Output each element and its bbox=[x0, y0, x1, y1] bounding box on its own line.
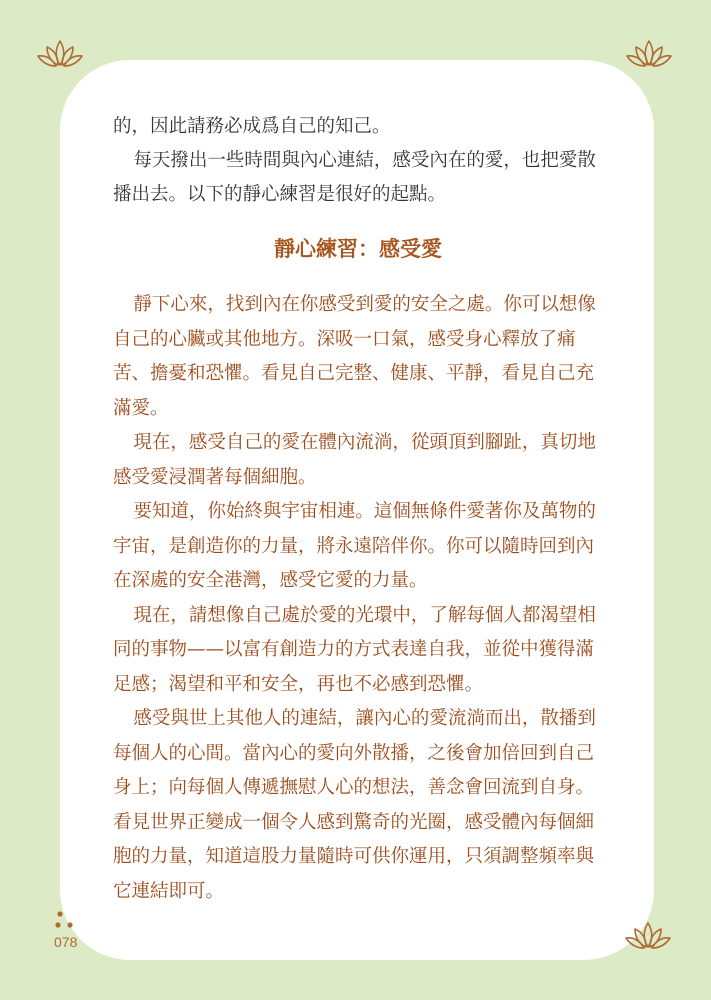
exercise-paragraph: 感受與世上其他人的連結，讓內心的愛流淌而出，散播到每個人的心間。當內心的愛向外散播，之後會加倍回到自己身上；向每個人傳遞撫慰人心的想法，善念會回流到自身。看見世界正變成一個令人感到驚奇的光圈，感受體內每個細胞的力量，知道這股力量隨時可供你運用，只須調整頻率與它連結即可。 bbox=[113, 708, 596, 902]
lotus-icon bbox=[624, 920, 672, 950]
exercise-paragraph: 靜下心來，找到內在你感受到愛的安全之處。你可以想像自己的心臟或其他地方。深吸一口氣，感受身心釋放了痛苦、擔憂和恐懼。看見自己完整、健康、平靜，看見自己充滿愛。 bbox=[113, 294, 596, 419]
exercise-paragraph: 現在，請想像自己處於愛的光環中，了解每個人都渴望相同的事物——以富有創造力的方式表達自我，並從中獲得滿足感；渴望和平和安全，再也不必感到恐懼。 bbox=[113, 604, 596, 695]
decorative-dots-icon bbox=[55, 910, 79, 932]
page-number: 078 bbox=[54, 934, 78, 950]
exercise-paragraph: 要知道，你始終與宇宙相連。這個無條件愛著你及萬物的宇宙，是創造你的力量，將永遠陪伴你。你可以隨時回到內在深處的安全港灣，感受它愛的力量。 bbox=[113, 501, 596, 591]
exercise-paragraph: 現在，感受自己的愛在體內流淌，從頭頂到腳趾，真切地感受愛浸潤著每個細胞。 bbox=[113, 432, 596, 488]
section-heading: 靜心練習：感受愛 bbox=[274, 237, 442, 261]
intro-paragraph: 的，因此請務必成爲自己的知己。 bbox=[113, 116, 391, 137]
page-text bbox=[113, 110, 603, 909]
intro-paragraph: 每天撥出一些時間與內心連結，感受內在的愛，也把愛散播出去。以下的靜心練習是很好的起點。 bbox=[113, 150, 596, 205]
intro-section bbox=[113, 110, 603, 212]
exercise-section bbox=[113, 288, 603, 909]
lotus-icon bbox=[36, 38, 84, 68]
lotus-icon bbox=[625, 38, 673, 68]
